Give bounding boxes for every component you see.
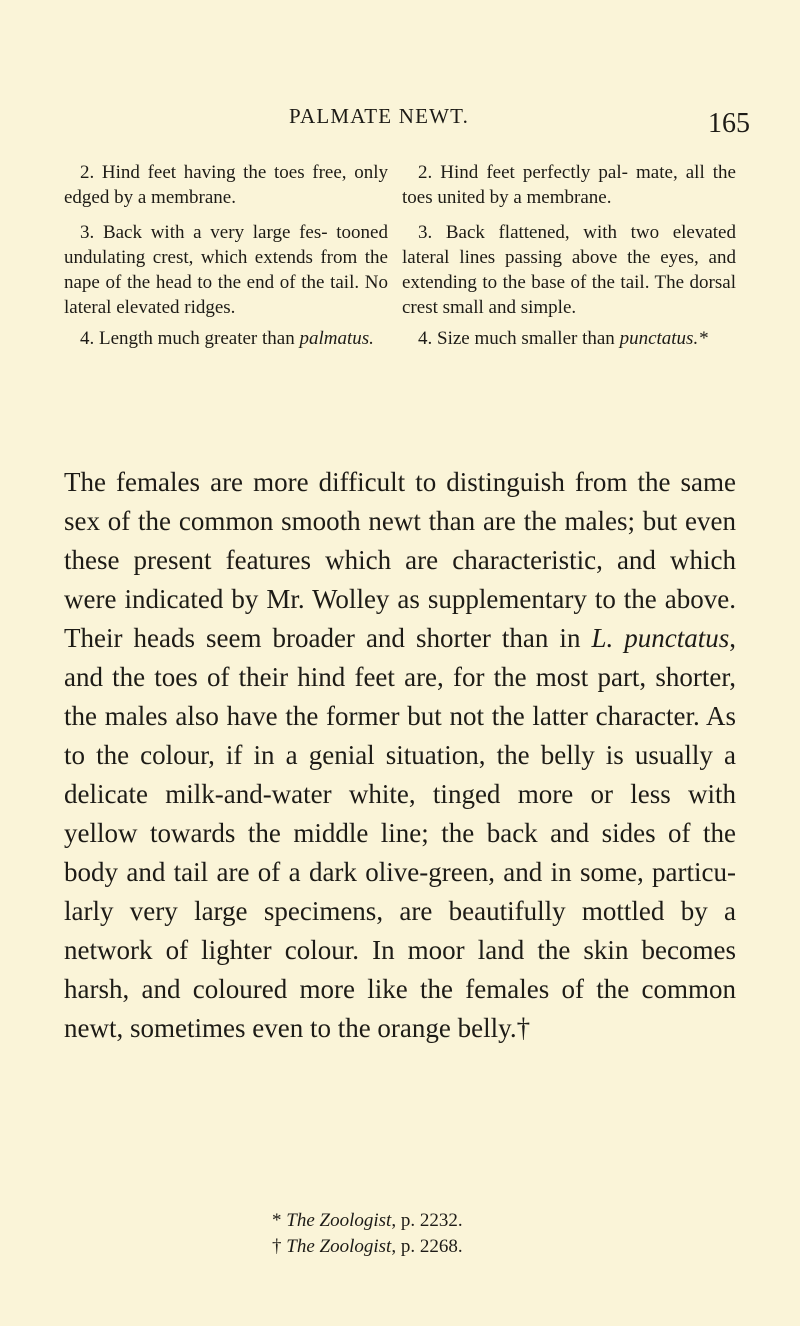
comparison-row xyxy=(64,326,736,351)
comparison-row xyxy=(64,220,736,320)
footnote xyxy=(272,1208,463,1234)
footnote-source: The Zoologist xyxy=(286,1210,392,1231)
paragraph-text: The females are more difficult to distinguish from the same sex of the common smooth newt than are the males; but even these present features which are characteristic, and which were indicated by Mr. Wolley as supplementary to the above. Their heads seem broader and shorter than in xyxy=(64,467,736,653)
page-number: 165 xyxy=(708,108,750,139)
running-title: PALMATE NEWT. xyxy=(289,104,470,128)
footnote-marker: * xyxy=(698,328,708,349)
body-paragraph xyxy=(64,463,736,1048)
footnote-marker: † xyxy=(272,1236,282,1257)
comparison-right-cell xyxy=(402,326,736,351)
species-name: punctatus. xyxy=(619,328,699,349)
footnote xyxy=(272,1234,463,1260)
comparison-right-cell: 2. Hind feet perfectly pal- mate, all the toes united by a membrane. xyxy=(402,162,736,208)
footnote-marker: † xyxy=(516,1013,531,1043)
comparison-right-cell: 3. Back flattened, with two elevated lateral lines passing above the eyes, and extending to the base of the tail. The dorsal crest small and simple. xyxy=(402,222,736,318)
comparison-left-cell xyxy=(64,326,388,351)
paragraph-text: , and the toes of their hind feet are, for the most part, shorter, the males also have the former but not the latter character. As to the colour, if in a genial situation, the belly is usually a delicate milk-and-water white, tinged more or less with yellow towards the middle line; the back and sides of the body and tail are of a dark olive-green, and in some, particu- larly very large specimens, are beautifully mottled by a network of lighter colour. In moor land the skin becomes harsh, and coloured more like the females of the common newt, sometimes even to the orange belly. xyxy=(64,623,736,1043)
comparison-left-cell: 3. Back with a very large fes- tooned undulating crest, which extends from the nape of the head to the end of the tail. No lateral elevated ridges. xyxy=(64,222,388,318)
footnote-reference: , p. 2268. xyxy=(391,1236,463,1257)
footnotes xyxy=(272,1208,463,1260)
species-name: palmatus. xyxy=(299,328,374,349)
comparison-text: 4. Size much smaller than xyxy=(418,328,615,349)
comparison-table xyxy=(64,160,736,361)
species-name: L. punctatus xyxy=(591,623,730,653)
page-header xyxy=(0,104,800,144)
footnote-marker: * xyxy=(272,1210,282,1231)
footnote-reference: , p. 2232. xyxy=(391,1210,463,1231)
comparison-left-cell: 2. Hind feet having the toes free, only edged by a membrane. xyxy=(64,162,388,208)
footnote-source: The Zoologist xyxy=(286,1236,392,1257)
comparison-text: 4. Length much greater than xyxy=(80,328,295,349)
comparison-row xyxy=(64,160,736,210)
